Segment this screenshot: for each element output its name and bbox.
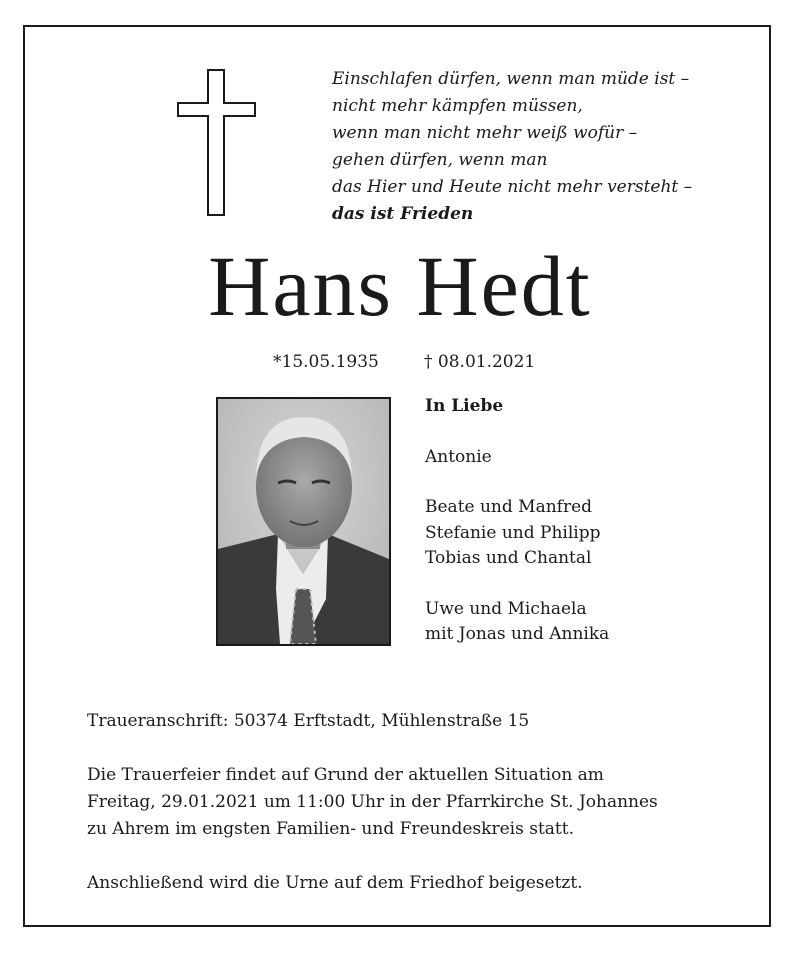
mourners-list	[425, 394, 609, 648]
mourning-address: Traueranschrift: 50374 Erftstadt, Mühlenstraße 15	[87, 711, 530, 731]
mourner-name: Stefanie und Philipp	[425, 522, 601, 543]
ceremony-line: zu Ahrem im engsten Familien- und Freundeskreis statt.	[87, 819, 574, 839]
mourner-name: mit Jonas und Annika	[425, 624, 610, 644]
birth-date: *15.05.1935	[273, 352, 379, 372]
poem	[332, 66, 752, 228]
deceased-name: Hans Hedt	[208, 238, 592, 334]
poem-line: das Hier und Heute nicht mehr versteht –	[332, 177, 693, 197]
mourner-name: Beate und Manfred	[425, 497, 593, 517]
death-date: † 08.01.2021	[424, 352, 536, 372]
mourners-heading: In Liebe	[425, 396, 504, 416]
portrait-image	[218, 399, 389, 644]
poem-line: gehen dürfen, wenn man	[332, 150, 548, 170]
ceremony-line: Die Trauerfeier findet auf Grund der aktuellen Situation am	[87, 765, 604, 785]
poem-closing: das ist Frieden	[332, 204, 474, 224]
mourner-name: Uwe und Michaela	[425, 598, 587, 619]
notice-details	[87, 708, 737, 897]
poem-line: wenn man nicht mehr weiß wofür –	[332, 123, 638, 143]
mourner-name: Antonie	[425, 446, 492, 467]
ceremony-text	[87, 762, 737, 843]
burial-text: Anschließend wird die Urne auf dem Friedhof beigesetzt.	[87, 873, 583, 893]
poem-line: nicht mehr kämpfen müssen,	[332, 96, 583, 116]
poem-line: Einschlafen dürfen, wenn man müde ist –	[332, 69, 690, 89]
cross-icon	[177, 69, 257, 217]
mourner-name: Tobias und Chantal	[425, 548, 592, 568]
ceremony-line: Freitag, 29.01.2021 um 11:00 Uhr in der Pfarrkirche St. Johannes	[87, 792, 658, 812]
portrait-photo	[216, 397, 391, 646]
